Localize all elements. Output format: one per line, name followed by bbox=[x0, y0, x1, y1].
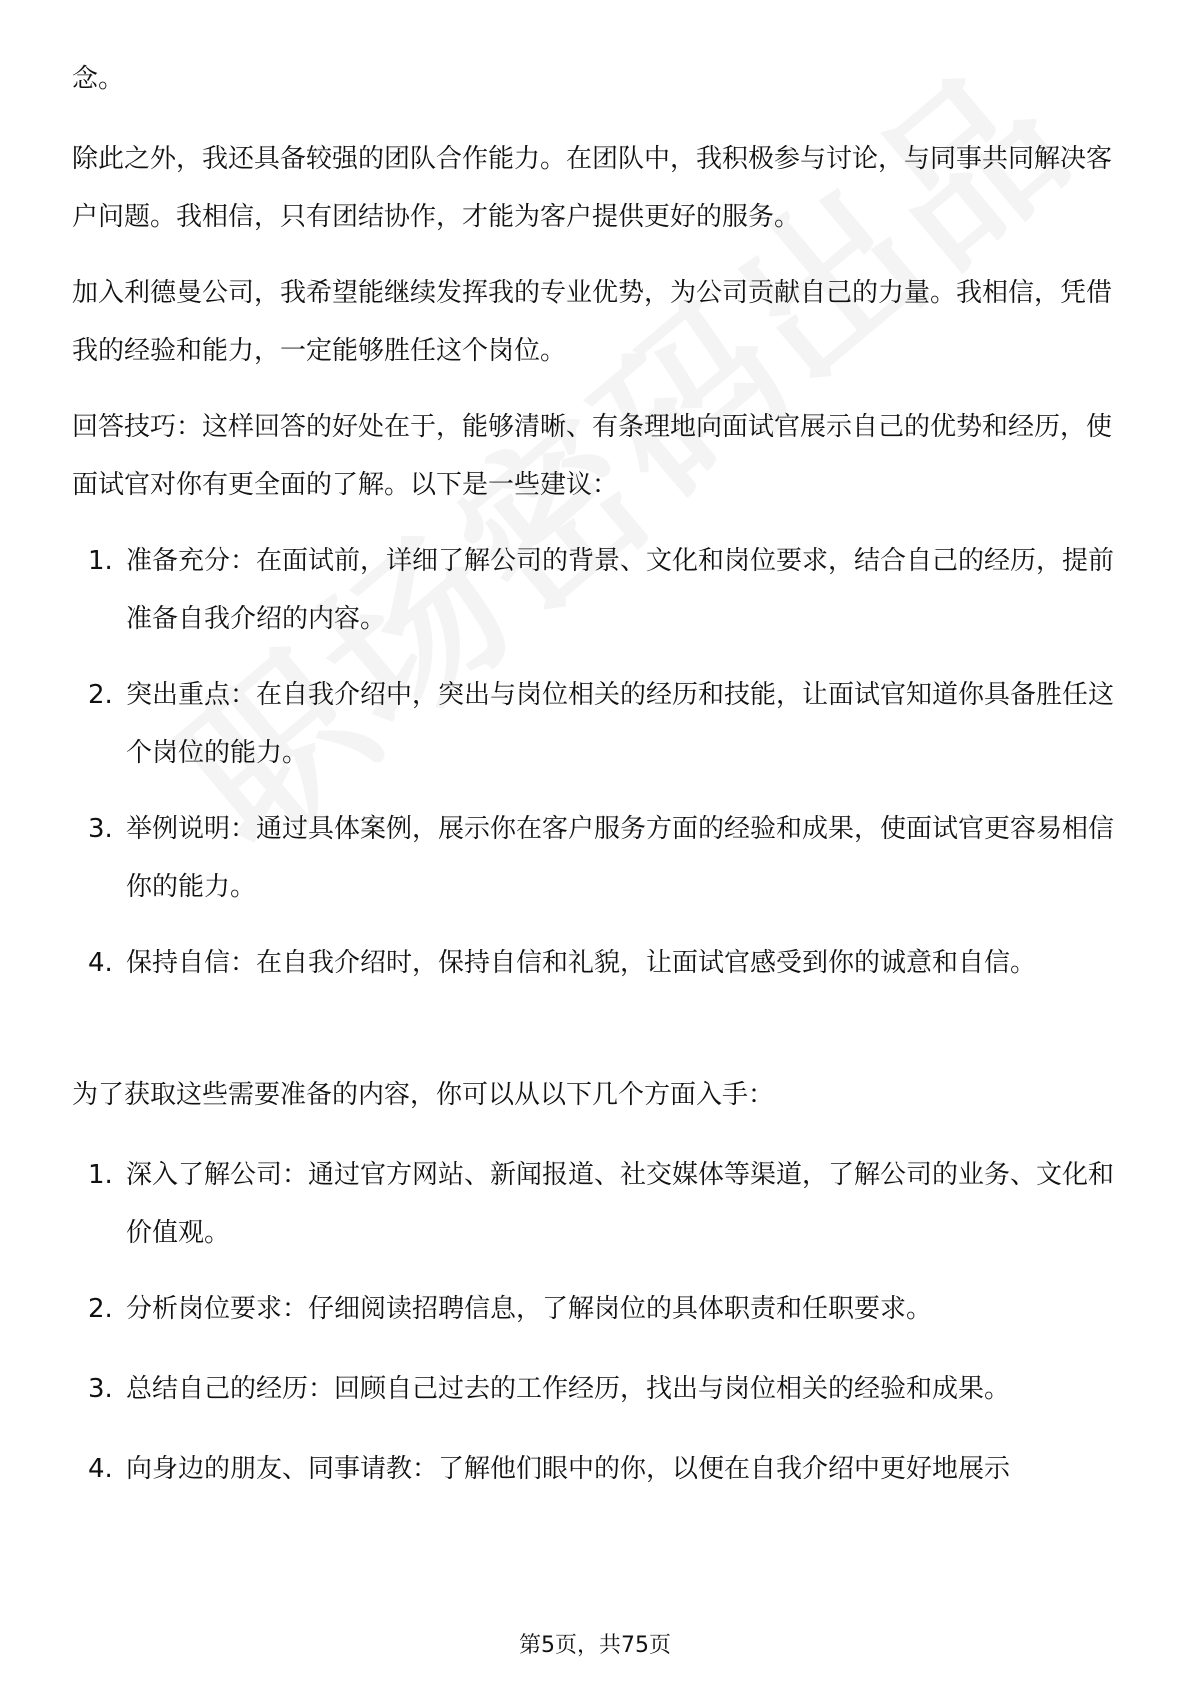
list-text: 保持自信：在自我介绍时，保持自信和礼貌，让面试官感受到你的诚意和自信。 bbox=[126, 948, 1037, 978]
paragraph-continuation: 念。 bbox=[72, 64, 125, 94]
list-item bbox=[88, 1146, 1122, 1262]
list-number: 4. bbox=[88, 1454, 113, 1484]
list-item bbox=[88, 532, 1122, 648]
list-item bbox=[88, 934, 1122, 992]
list-number: 3. bbox=[88, 814, 113, 844]
list-text: 总结自己的经历：回顾自己过去的工作经历，找出与岗位相关的经验和成果。 bbox=[126, 1374, 1011, 1404]
paragraph-teamwork: 除此之外，我还具备较强的团队合作能力。在团队中，我积极参与讨论，与同事共同解决客户问题。我相信，只有团结协作，才能为客户提供更好的服务。 bbox=[72, 144, 1113, 232]
list-item bbox=[88, 1280, 1122, 1338]
list-item bbox=[88, 800, 1122, 916]
paragraph-answer-tips: 回答技巧：这样回答的好处在于，能够清晰、有条理地向面试官展示自己的优势和经历，使面试官对你有更全面的了解。以下是一些建议： bbox=[72, 412, 1113, 500]
list-item bbox=[88, 666, 1122, 782]
list-number: 1. bbox=[88, 546, 113, 576]
list-text: 突出重点：在自我介绍中，突出与岗位相关的经历和技能，让面试官知道你具备胜任这个岗位的能力。 bbox=[126, 680, 1115, 768]
list-item bbox=[88, 1440, 1122, 1498]
list-number: 2. bbox=[88, 680, 113, 710]
page-footer: 第5页，共75页 bbox=[519, 1633, 671, 1658]
list-number: 2. bbox=[88, 1294, 113, 1324]
paragraph-prep-intro: 为了获取这些需要准备的内容，你可以从以下几个方面入手： bbox=[72, 1080, 775, 1110]
list-number: 1. bbox=[88, 1160, 113, 1190]
list-text: 举例说明：通过具体案例，展示你在客户服务方面的经验和成果，使面试官更容易相信你的能力。 bbox=[126, 814, 1115, 902]
list-text: 分析岗位要求：仔细阅读招聘信息，了解岗位的具体职责和任职要求。 bbox=[126, 1294, 933, 1324]
list-number: 4. bbox=[88, 948, 113, 978]
paragraph-join-company: 加入利德曼公司，我希望能继续发挥我的专业优势，为公司贡献自己的力量。我相信，凭借我的经验和能力，一定能够胜任这个岗位。 bbox=[72, 278, 1113, 366]
list-number: 3. bbox=[88, 1374, 113, 1404]
list-text: 深入了解公司：通过官方网站、新闻报道、社交媒体等渠道，了解公司的业务、文化和价值观。 bbox=[126, 1160, 1115, 1248]
list-text: 向身边的朋友、同事请教：了解他们眼中的你，以便在自我介绍中更好地展示 bbox=[126, 1454, 1011, 1484]
list-item bbox=[88, 1360, 1122, 1418]
list-text: 准备充分：在面试前，详细了解公司的背景、文化和岗位要求，结合自己的经历，提前准备自我介绍的内容。 bbox=[126, 546, 1115, 634]
